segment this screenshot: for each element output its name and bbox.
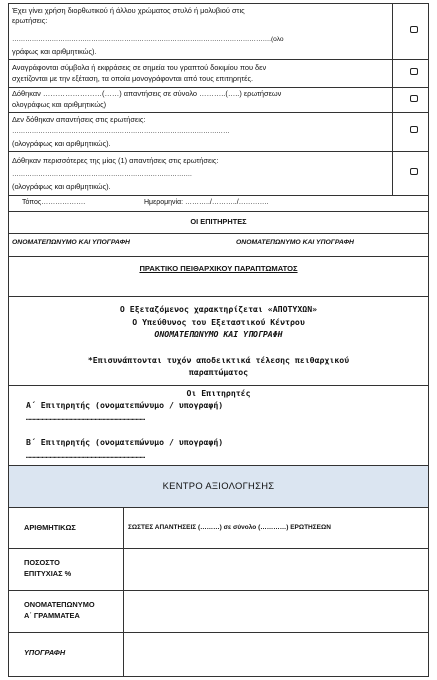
supervisor-b-line[interactable]: ……………………………………………………………………………… (26, 452, 146, 460)
check-3-line-1: Δόθηκαν ……………………(……) απαντήσεις σε σύνολο ………..(…..) ερωτήσεων (12, 89, 282, 98)
checkbox-3[interactable] (410, 95, 418, 102)
eval-label-signature: ΥΠΟΓΡΑΦΗ (24, 648, 66, 657)
supervisor-b-label: Β΄ Επιτηρητής (ονοματεπώνυμο / υπογραφή) (26, 437, 224, 447)
check-2-line-1: Αναγράφονται σύμβολα ή εκφράσεις σε σημεία του γραπτού δοκιμίου που δεν (12, 63, 267, 72)
supervisors-title: ΟΙ ΕΠΙΤΗΡΗΤΕΣ (190, 217, 247, 226)
check-1-line-1: Έχει γίνει χρήση διορθωτικού ή άλλου χρώματος στυλό ή μολυβιού στις (12, 6, 245, 15)
eval-label-secretary-1: ΟΝΟΜΑΤΕΠΩΝΥΜΟ (24, 600, 95, 609)
eval-signature-field[interactable] (124, 633, 428, 676)
supervisor-a-label: Α΄ Επιτηρητής (ονοματεπώνυμο / υπογραφή) (26, 400, 224, 410)
name-signature-right: ΟΝΟΜΑΤΕΠΩΝΥΜΟ ΚΑΙ ΥΠΟΓΡΑΦΗ (236, 239, 354, 246)
eval-label-rate-2: ΕΠΙΤΥΧΙΑΣ % (24, 569, 72, 578)
frame-right (428, 3, 429, 677)
check-1-fill: ……………………………………………………………………………………………………….(ολο (12, 36, 284, 43)
eval-label-rate-1: ΠΟΣΟΣΤΟ (24, 558, 60, 567)
check-3-line-2: ολογράφως και αριθμητικώς) (12, 100, 107, 109)
failed-statement: Ο Εξεταζόμενος χαρακτηρίζεται «ΑΠΟΤΥΧΩΝ» (119, 304, 318, 314)
check-5-line-1: Δόθηκαν περισσότερες της μίας (1) απαντήσεις στις ερωτήσεις: (12, 156, 219, 165)
evaluation-center-title: ΚΕΝΤΡΟ ΑΞΙΟΛΟΓΗΣΗΣ (162, 480, 275, 491)
eval-success-rate-field[interactable] (124, 549, 428, 590)
check-2-line-2: σχετίζονται με την εξέταση, τα οποία μονογράφονται από τους επιτηρητές. (12, 74, 254, 83)
place-field[interactable]: Τόπος………………. (22, 199, 86, 206)
evidence-line-1: *Επισυνάπτονται τυχόν αποδεικτικά τέλεσης πειθαρχικού (87, 355, 350, 365)
name-signature-left: ΟΝΟΜΑΤΕΠΩΝΥΜΟ ΚΑΙ ΥΠΟΓΡΑΦΗ (12, 239, 130, 246)
check-5-dots: ………………………………………………………………………. (12, 171, 192, 178)
eval-label-numeric: ΑΡΙΘΜΗΤΙΚΩΣ (24, 523, 76, 532)
frame-left (8, 3, 9, 677)
checkbox-1[interactable] (410, 26, 418, 33)
checkbox-2[interactable] (410, 68, 418, 75)
checkbox-5[interactable] (410, 168, 418, 175)
check-4-line-3: (ολογράφως και αριθμητικώς). (12, 139, 111, 148)
check-1-tail: γράφως και αριθμητικώς). (12, 47, 97, 56)
supervisors-heading: Οι Επιτηρητές (186, 388, 251, 398)
disciplinary-title: ΠΡΑΚΤΙΚΟ ΠΕΙΘΑΡΧΙΚΟΥ ΠΑΡΑΠΤΩΜΑΤΟΣ (139, 264, 298, 273)
check-5-line-3: (ολογράφως και αριθμητικώς). (12, 182, 111, 191)
responsible-signature: ΟΝΟΜΑΤΕΠΩΝΥΜΟ ΚΑΙ ΥΠΟΓΡΑΦΗ (154, 329, 283, 339)
checkbox-4[interactable] (410, 126, 418, 133)
evidence-line-2: παραπτώματος (188, 367, 249, 377)
responsible-statement: Ο Υπεύθυνος του Εξεταστικού Κέντρου (132, 317, 305, 327)
check-4-line-1: Δεν δόθηκαν απαντήσεις στις ερωτήσεις: (12, 115, 146, 124)
eval-secretary-field[interactable] (124, 591, 428, 632)
date-field[interactable]: Ημερομηνία: ………../………../…………. (144, 199, 269, 206)
eval-label-secretary-2: Α΄ ΓΡΑΜΜΑΤΕΑ (24, 611, 80, 620)
eval-correct-answers[interactable]: ΣΩΣΤΕΣ ΑΠΑΝΤΗΣΕΙΣ (………) σε σύνολο (…………) ΕΡΩΤΗΣΕΩΝ (128, 524, 331, 531)
check-4-dots: ……………………………………………………………………………………… (12, 128, 230, 135)
supervisor-a-line[interactable]: ……………………………………………………………………………… (26, 414, 146, 422)
checkbox-column-divider (392, 3, 393, 195)
check-1-line-2: ερωτήσεις: (12, 16, 48, 25)
